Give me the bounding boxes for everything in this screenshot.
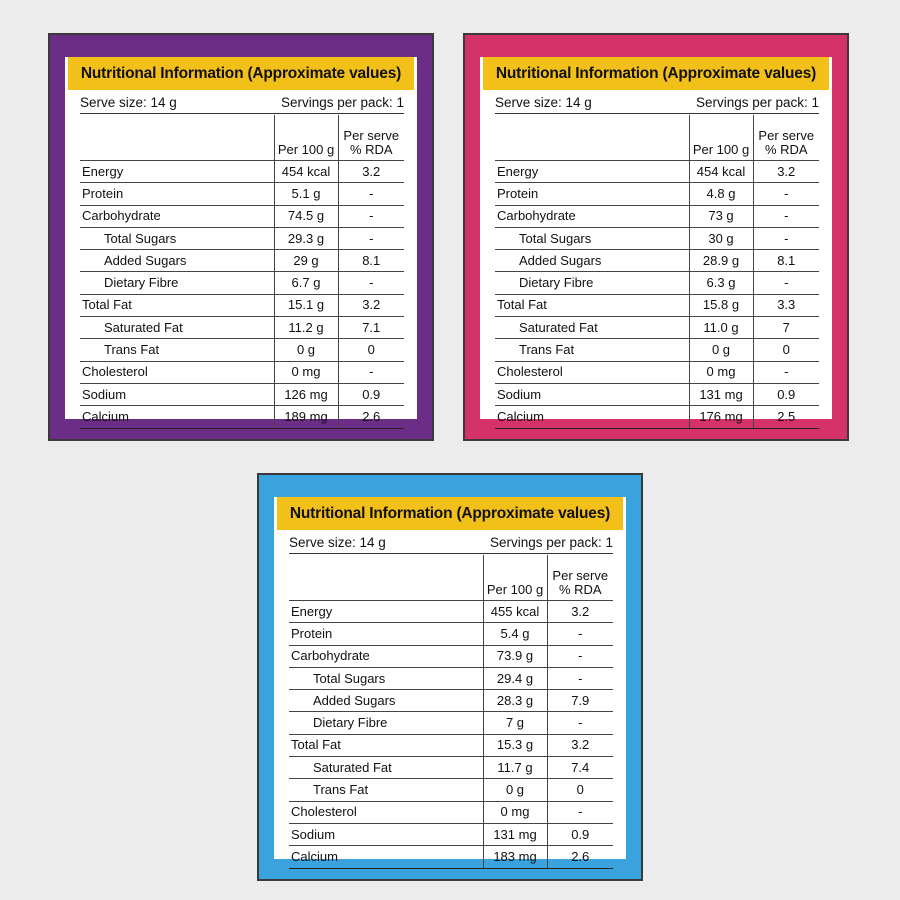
table-row <box>289 667 613 689</box>
nutrient-name: Dietary Fibre <box>289 712 483 734</box>
per-100g-value: 126 mg <box>274 383 338 405</box>
rda-value: - <box>338 183 404 205</box>
per-100g-value: 74.5 g <box>274 205 338 227</box>
rda-value: 7.9 <box>547 690 613 712</box>
per-100g-value: 15.3 g <box>483 734 547 756</box>
table-row <box>289 801 613 823</box>
table-row <box>80 227 404 249</box>
table-row <box>289 601 613 623</box>
per-100g-value: 15.1 g <box>274 294 338 316</box>
rda-value: 3.2 <box>338 294 404 316</box>
table-row <box>289 823 613 845</box>
rda-value: 0 <box>338 339 404 361</box>
per-100g-value: 131 mg <box>483 823 547 845</box>
per-100g-value: 73.9 g <box>483 645 547 667</box>
table-row <box>80 183 404 205</box>
header-nutrient <box>495 115 689 161</box>
table-row <box>80 161 404 183</box>
nutrient-name: Saturated Fat <box>80 317 274 339</box>
nutrient-name: Total Sugars <box>495 227 689 249</box>
table-row <box>495 294 819 316</box>
rda-value: - <box>753 361 819 383</box>
table-row <box>289 712 613 734</box>
nutrient-name: Carbohydrate <box>80 205 274 227</box>
table-row <box>80 250 404 272</box>
table-row <box>80 361 404 383</box>
rda-value: 7 <box>753 317 819 339</box>
servings-per-pack-label: Servings per pack: 1 <box>695 94 819 110</box>
per-100g-value: 11.0 g <box>689 317 753 339</box>
table-row <box>289 757 613 779</box>
nutrient-name: Cholesterol <box>495 361 689 383</box>
table-body <box>289 601 613 869</box>
rda-value: - <box>753 227 819 249</box>
nutrient-name: Total Fat <box>495 294 689 316</box>
header-rda: % RDA <box>558 582 602 597</box>
nutrient-name: Trans Fat <box>495 339 689 361</box>
nutrient-name: Calcium <box>495 406 689 428</box>
rda-value: - <box>547 712 613 734</box>
nutrient-name: Calcium <box>80 406 274 428</box>
nutrient-name: Trans Fat <box>80 339 274 361</box>
header-per-100g: Per 100 g <box>274 115 338 161</box>
table-row <box>495 272 819 294</box>
per-100g-value: 28.3 g <box>483 690 547 712</box>
table-row <box>80 383 404 405</box>
per-100g-value: 11.7 g <box>483 757 547 779</box>
nutrition-table <box>80 115 404 429</box>
rda-value: - <box>338 272 404 294</box>
nutrient-name: Saturated Fat <box>289 757 483 779</box>
nutrient-name: Carbohydrate <box>289 645 483 667</box>
nutrient-name: Energy <box>80 161 274 183</box>
table-row <box>495 205 819 227</box>
nutrient-name: Protein <box>80 183 274 205</box>
per-100g-value: 30 g <box>689 227 753 249</box>
table-row <box>80 205 404 227</box>
header-per-100g: Per 100 g <box>689 115 753 161</box>
per-100g-value: 5.4 g <box>483 623 547 645</box>
nutrient-name: Total Sugars <box>80 227 274 249</box>
rda-value: - <box>338 227 404 249</box>
table-row <box>495 183 819 205</box>
table-header-row <box>80 115 404 161</box>
per-100g-value: 0 g <box>689 339 753 361</box>
table-header-row <box>289 555 613 601</box>
rda-value: 0.9 <box>753 383 819 405</box>
per-100g-value: 15.8 g <box>689 294 753 316</box>
per-100g-value: 29.4 g <box>483 667 547 689</box>
rda-value: - <box>547 801 613 823</box>
table-row <box>495 339 819 361</box>
nutrient-name: Saturated Fat <box>495 317 689 339</box>
nutrient-name: Total Fat <box>80 294 274 316</box>
table-row <box>80 294 404 316</box>
header-per-serve: Per serve <box>552 568 609 583</box>
nutrient-name: Sodium <box>495 383 689 405</box>
rda-value: 2.6 <box>338 406 404 428</box>
nutrient-name: Added Sugars <box>80 250 274 272</box>
rda-value: - <box>753 205 819 227</box>
per-100g-value: 454 kcal <box>689 161 753 183</box>
rda-value: - <box>547 623 613 645</box>
table-row <box>495 161 819 183</box>
nutrient-name: Added Sugars <box>495 250 689 272</box>
table-row <box>495 406 819 428</box>
nutrient-name: Cholesterol <box>289 801 483 823</box>
per-100g-value: 28.9 g <box>689 250 753 272</box>
rda-value: - <box>753 272 819 294</box>
nutrient-name: Sodium <box>80 383 274 405</box>
nutrient-name: Sodium <box>289 823 483 845</box>
rda-value: 0.9 <box>338 383 404 405</box>
rda-value: 0 <box>547 779 613 801</box>
per-100g-value: 29 g <box>274 250 338 272</box>
per-100g-value: 176 mg <box>689 406 753 428</box>
rda-value: 3.2 <box>547 601 613 623</box>
table-row <box>80 339 404 361</box>
nutrition-title: Nutritional Information (Approximate values) <box>483 57 829 90</box>
per-100g-value: 183 mg <box>483 846 547 868</box>
nutrient-name: Total Fat <box>289 734 483 756</box>
per-100g-value: 73 g <box>689 205 753 227</box>
nutrient-name: Trans Fat <box>289 779 483 801</box>
table-row <box>289 734 613 756</box>
per-100g-value: 5.1 g <box>274 183 338 205</box>
nutrient-name: Energy <box>289 601 483 623</box>
rda-value: - <box>547 667 613 689</box>
rda-value: 2.5 <box>753 406 819 428</box>
nutrition-table <box>495 115 819 429</box>
nutrient-name: Energy <box>495 161 689 183</box>
rda-value: 3.3 <box>753 294 819 316</box>
per-100g-value: 189 mg <box>274 406 338 428</box>
header-per-serve-rda <box>338 115 404 161</box>
header-nutrient <box>289 555 483 601</box>
rda-value: 7.1 <box>338 317 404 339</box>
nutrition-panel-blue <box>257 473 643 881</box>
header-per-serve: Per serve <box>343 128 400 143</box>
serving-info-row <box>495 91 819 114</box>
nutrition-panel-pink <box>463 33 849 441</box>
per-100g-value: 7 g <box>483 712 547 734</box>
nutrition-card <box>65 57 417 424</box>
nutrient-name: Dietary Fibre <box>495 272 689 294</box>
rda-value: 3.2 <box>753 161 819 183</box>
table-row <box>495 361 819 383</box>
nutrient-name: Dietary Fibre <box>80 272 274 294</box>
nutrient-name: Protein <box>289 623 483 645</box>
header-rda: % RDA <box>764 142 808 157</box>
table-row <box>80 317 404 339</box>
nutrition-table <box>289 555 613 869</box>
table-row <box>495 227 819 249</box>
per-100g-value: 29.3 g <box>274 227 338 249</box>
table-row <box>495 317 819 339</box>
serving-info-row <box>289 531 613 554</box>
nutrition-title: Nutritional Information (Approximate values) <box>68 57 414 90</box>
serve-size-label: Serve size: 14 g <box>80 94 177 110</box>
nutrient-name: Calcium <box>289 846 483 868</box>
rda-value: 0 <box>753 339 819 361</box>
per-100g-value: 6.3 g <box>689 272 753 294</box>
servings-per-pack-label: Servings per pack: 1 <box>489 534 613 550</box>
per-100g-value: 0 mg <box>689 361 753 383</box>
table-body <box>495 161 819 429</box>
nutrient-name: Cholesterol <box>80 361 274 383</box>
rda-value: 3.2 <box>338 161 404 183</box>
rda-value: - <box>338 205 404 227</box>
rda-value: - <box>547 645 613 667</box>
per-100g-value: 0 mg <box>483 801 547 823</box>
header-nutrient <box>80 115 274 161</box>
table-row <box>289 623 613 645</box>
serve-size-label: Serve size: 14 g <box>289 534 386 550</box>
nutrient-name: Carbohydrate <box>495 205 689 227</box>
servings-per-pack-label: Servings per pack: 1 <box>280 94 404 110</box>
per-100g-value: 6.7 g <box>274 272 338 294</box>
rda-value: 2.6 <box>547 846 613 868</box>
nutrition-card <box>480 57 832 424</box>
per-100g-value: 0 mg <box>274 361 338 383</box>
serving-info-row <box>80 91 404 114</box>
header-per-100g: Per 100 g <box>483 555 547 601</box>
rda-value: 8.1 <box>338 250 404 272</box>
per-100g-value: 0 g <box>274 339 338 361</box>
table-row <box>495 383 819 405</box>
header-rda: % RDA <box>349 142 393 157</box>
per-100g-value: 455 kcal <box>483 601 547 623</box>
table-row <box>289 645 613 667</box>
table-row <box>80 406 404 428</box>
per-100g-value: 0 g <box>483 779 547 801</box>
rda-value: 8.1 <box>753 250 819 272</box>
per-100g-value: 454 kcal <box>274 161 338 183</box>
per-100g-value: 131 mg <box>689 383 753 405</box>
table-row <box>80 272 404 294</box>
header-per-serve: Per serve <box>758 128 815 143</box>
nutrient-name: Total Sugars <box>289 667 483 689</box>
header-per-serve-rda <box>547 555 613 601</box>
table-row <box>289 690 613 712</box>
table-row <box>289 779 613 801</box>
table-header-row <box>495 115 819 161</box>
per-100g-value: 4.8 g <box>689 183 753 205</box>
header-per-serve-rda <box>753 115 819 161</box>
table-row <box>289 846 613 868</box>
nutrition-panel-purple <box>48 33 434 441</box>
serve-size-label: Serve size: 14 g <box>495 94 592 110</box>
rda-value: 7.4 <box>547 757 613 779</box>
rda-value: 0.9 <box>547 823 613 845</box>
rda-value: 3.2 <box>547 734 613 756</box>
table-row <box>495 250 819 272</box>
nutrient-name: Protein <box>495 183 689 205</box>
per-100g-value: 11.2 g <box>274 317 338 339</box>
rda-value: - <box>753 183 819 205</box>
nutrition-card <box>274 497 626 864</box>
rda-value: - <box>338 361 404 383</box>
nutrient-name: Added Sugars <box>289 690 483 712</box>
table-body <box>80 161 404 429</box>
nutrition-title: Nutritional Information (Approximate values) <box>277 497 623 530</box>
